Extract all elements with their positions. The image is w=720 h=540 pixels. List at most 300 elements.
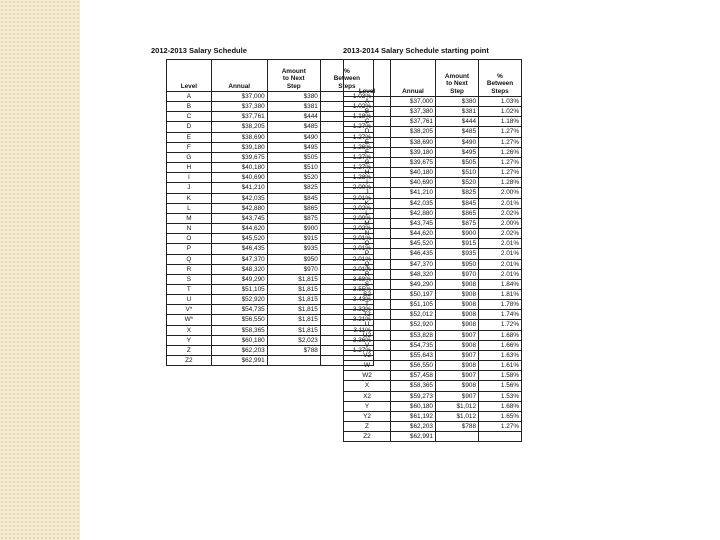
cell-amount-to-next-step: $1,815: [267, 315, 320, 325]
cell-percent-between-steps: 2.02%: [479, 229, 522, 239]
table-row: [344, 330, 522, 340]
cell-annual: $37,761: [211, 112, 267, 122]
cell-amount-to-next-step: $915: [436, 239, 479, 249]
cell-level: I: [167, 173, 212, 183]
cell-annual: $40,180: [211, 163, 267, 173]
cell-percent-between-steps: 3.68%: [320, 274, 373, 284]
cell-amount-to-next-step: $845: [436, 198, 479, 208]
table-row: [344, 208, 522, 218]
cell-percent-between-steps: 1.18%: [320, 112, 373, 122]
cell-annual: $39,675: [211, 152, 267, 162]
cell-level: X: [344, 381, 391, 391]
cell-level: D: [344, 127, 391, 137]
cell-percent-between-steps: 1.27%: [320, 122, 373, 132]
cell-level: Z: [344, 422, 391, 432]
cell-level: H: [167, 163, 212, 173]
cell-level: V*: [167, 305, 212, 315]
header-annual: Annual: [211, 60, 267, 92]
cell-annual: $56,550: [211, 315, 267, 325]
cell-annual: $59,273: [391, 391, 436, 401]
table-row: [344, 218, 522, 228]
cell-percent-between-steps: 1.56%: [479, 381, 522, 391]
schedule-title-2013-2014: 2013-2014 Salary Schedule starting point: [343, 46, 489, 55]
cell-level: Y2: [344, 411, 391, 421]
table-row: [344, 401, 522, 411]
table-row: [344, 432, 522, 442]
cell-annual: $58,365: [391, 381, 436, 391]
cell-annual: $46,435: [211, 244, 267, 254]
cell-percent-between-steps: 1.78%: [479, 300, 522, 310]
cell-annual: $46,435: [391, 249, 436, 259]
cell-amount-to-next-step: $510: [267, 163, 320, 173]
cell-annual: $43,745: [211, 213, 267, 223]
salary-schedule-2013-2014-table: [343, 59, 522, 442]
cell-annual: $37,000: [391, 97, 436, 107]
table-row: [344, 320, 522, 330]
cell-level: I: [344, 178, 391, 188]
cell-percent-between-steps: 1.68%: [479, 401, 522, 411]
cell-amount-to-next-step: $865: [267, 203, 320, 213]
cell-annual: $41,210: [391, 188, 436, 198]
cell-amount-to-next-step: $1,815: [267, 305, 320, 315]
table-row: [344, 300, 522, 310]
cell-level: K: [344, 198, 391, 208]
cell-percent-between-steps: 1.27%: [479, 137, 522, 147]
cell-percent-between-steps: 2.01%: [320, 193, 373, 203]
cell-percent-between-steps: 1.74%: [479, 310, 522, 320]
cell-level: B: [167, 102, 212, 112]
cell-amount-to-next-step: $495: [436, 147, 479, 157]
cell-percent-between-steps: 1.27%: [320, 132, 373, 142]
cell-annual: $44,620: [391, 229, 436, 239]
cell-level: U2: [344, 330, 391, 340]
cell-amount-to-next-step: $915: [267, 234, 320, 244]
cell-level: N: [167, 224, 212, 234]
header-pct-line-3: Steps: [491, 87, 509, 95]
cell-annual: $52,012: [391, 310, 436, 320]
cell-annual: $48,320: [211, 264, 267, 274]
cell-level: O: [167, 234, 212, 244]
cell-percent-between-steps: 1.28%: [320, 173, 373, 183]
cell-level: O: [344, 239, 391, 249]
cell-annual: $41,210: [211, 183, 267, 193]
cell-amount-to-next-step: $510: [436, 168, 479, 178]
cell-amount-to-next-step: $505: [267, 152, 320, 162]
table-row: [344, 229, 522, 239]
cell-level: T: [167, 284, 212, 294]
cell-level: N: [344, 229, 391, 239]
table-row: [344, 340, 522, 350]
cell-level: X2: [344, 391, 391, 401]
cell-annual: $37,380: [391, 107, 436, 117]
cell-percent-between-steps: 2.01%: [479, 249, 522, 259]
header-pct-line-3: Steps: [338, 82, 356, 90]
cell-percent-between-steps: 2.00%: [479, 188, 522, 198]
header-level: Level: [344, 60, 391, 97]
cell-level: J: [344, 188, 391, 198]
cell-annual: $40,690: [391, 178, 436, 188]
cell-annual: $52,920: [211, 295, 267, 305]
cell-annual: $38,205: [211, 122, 267, 132]
cell-level: V: [344, 340, 391, 350]
cell-annual: $48,320: [391, 269, 436, 279]
cell-level: J: [167, 183, 212, 193]
cell-percent-between-steps: 1.27%: [479, 422, 522, 432]
table-row: [344, 137, 522, 147]
cell-level: G: [167, 152, 212, 162]
table-row: [344, 381, 522, 391]
cell-percent-between-steps: 2.00%: [479, 218, 522, 228]
cell-amount-to-next-step: $935: [267, 244, 320, 254]
cell-percent-between-steps: 3.21%: [320, 315, 373, 325]
table-row: [344, 422, 522, 432]
cell-level: A: [344, 97, 391, 107]
cell-amount-to-next-step: $505: [436, 157, 479, 167]
cell-percent-between-steps: 1.03%: [479, 97, 522, 107]
cell-percent-between-steps: 1.02%: [320, 102, 373, 112]
header-annual: Annual: [391, 60, 436, 97]
table-row: [344, 107, 522, 117]
cell-percent-between-steps: 1.61%: [479, 361, 522, 371]
cell-level: S: [167, 274, 212, 284]
header-pct-line-2: Between: [486, 80, 514, 88]
header-level: Level: [167, 60, 212, 92]
cell-amount-to-next-step: $950: [267, 254, 320, 264]
table-row: [344, 279, 522, 289]
cell-amount-to-next-step: $1,815: [267, 325, 320, 335]
table-row: [344, 198, 522, 208]
cell-annual: $62,203: [391, 422, 436, 432]
cell-annual: $53,828: [391, 330, 436, 340]
table-row: [344, 361, 522, 371]
cell-annual: $47,370: [391, 259, 436, 269]
cell-amount-to-next-step: $875: [267, 213, 320, 223]
cell-annual: $61,192: [391, 411, 436, 421]
cell-amount-to-next-step: [436, 432, 479, 442]
cell-amount-to-next-step: $900: [267, 224, 320, 234]
cell-annual: $42,035: [211, 193, 267, 203]
cell-amount-to-next-step: $970: [436, 269, 479, 279]
table-row: [344, 157, 522, 167]
cell-annual: $54,735: [391, 340, 436, 350]
cell-percent-between-steps: 1.68%: [479, 330, 522, 340]
cell-amount-to-next-step: $970: [267, 264, 320, 274]
cell-amount-to-next-step: $520: [436, 178, 479, 188]
cell-annual: $52,920: [391, 320, 436, 330]
cell-percent-between-steps: 2.01%: [479, 259, 522, 269]
cell-percent-between-steps: 2.02%: [479, 208, 522, 218]
cell-level: T2: [344, 310, 391, 320]
cell-annual: $40,690: [211, 173, 267, 183]
header-pct-line-1: %: [497, 72, 503, 80]
cell-amount-to-next-step: $490: [267, 132, 320, 142]
cell-level: D: [167, 122, 212, 132]
cell-amount-to-next-step: $908: [436, 310, 479, 320]
cell-annual: $43,745: [391, 218, 436, 228]
table-row: [344, 289, 522, 299]
cell-amount-to-next-step: $908: [436, 320, 479, 330]
table-row: [344, 239, 522, 249]
cell-amount-to-next-step: $908: [436, 289, 479, 299]
table-row: [344, 269, 522, 279]
cell-level: C: [167, 112, 212, 122]
cell-percent-between-steps: 2.01%: [320, 234, 373, 244]
header-amount-to-next-step: [267, 60, 320, 92]
cell-level: Q: [344, 259, 391, 269]
cell-percent-between-steps: 1.27%: [479, 168, 522, 178]
cell-annual: $37,000: [211, 92, 267, 102]
cell-annual: $50,197: [391, 289, 436, 299]
cell-percent-between-steps: 1.26%: [479, 147, 522, 157]
cell-percent-between-steps: 1.58%: [479, 371, 522, 381]
cell-annual: $49,290: [391, 279, 436, 289]
cell-amount-to-next-step: $900: [436, 229, 479, 239]
cell-level: L: [344, 208, 391, 218]
cell-level: Z2: [167, 356, 212, 366]
table-row: [344, 127, 522, 137]
cell-level: X: [167, 325, 212, 335]
cell-level: B: [344, 107, 391, 117]
cell-amount-to-next-step: $490: [436, 137, 479, 147]
cell-percent-between-steps: 2.00%: [320, 213, 373, 223]
cell-percent-between-steps: 2.01%: [320, 244, 373, 254]
table-row: [344, 188, 522, 198]
cell-annual: $56,550: [391, 361, 436, 371]
cell-level: U: [344, 320, 391, 330]
cell-percent-between-steps: 2.02%: [320, 203, 373, 213]
cell-amount-to-next-step: $1,815: [267, 295, 320, 305]
cell-amount-to-next-step: $1,012: [436, 401, 479, 411]
cell-level: Q: [167, 254, 212, 264]
cell-percent-between-steps: 1.63%: [479, 350, 522, 360]
cell-level: Y: [167, 335, 212, 345]
cell-annual: $39,180: [391, 147, 436, 157]
cell-level: G: [344, 157, 391, 167]
cell-level: A: [167, 92, 212, 102]
decorative-margin-strip: [0, 0, 80, 540]
cell-percent-between-steps: 2.01%: [479, 269, 522, 279]
cell-level: L: [167, 203, 212, 213]
cell-amount-to-next-step: $2,023: [267, 335, 320, 345]
cell-level: T: [344, 300, 391, 310]
cell-level: C: [344, 117, 391, 127]
cell-amount-to-next-step: $907: [436, 350, 479, 360]
cell-amount-to-next-step: $825: [436, 188, 479, 198]
table-row: [344, 97, 522, 107]
cell-amount-to-next-step: $875: [436, 218, 479, 228]
cell-annual: $42,880: [391, 208, 436, 218]
cell-percent-between-steps: 1.26%: [320, 142, 373, 152]
cell-annual: $55,643: [391, 350, 436, 360]
cell-amount-to-next-step: $865: [436, 208, 479, 218]
table-row: [344, 249, 522, 259]
cell-percent-between-steps: 2.00%: [320, 183, 373, 193]
cell-amount-to-next-step: $1,815: [267, 274, 320, 284]
header-amount-to-next-step: [436, 60, 479, 97]
header-pct-line-2: Between: [333, 75, 361, 83]
cell-amount-to-next-step: $950: [436, 259, 479, 269]
header-amount-line-2: to Next: [446, 80, 468, 88]
cell-amount-to-next-step: $908: [436, 381, 479, 391]
cell-amount-to-next-step: $1,815: [267, 284, 320, 294]
cell-amount-to-next-step: $907: [436, 391, 479, 401]
cell-percent-between-steps: 1.81%: [479, 289, 522, 299]
cell-annual: $57,458: [391, 371, 436, 381]
cell-percent-between-steps: 1.27%: [320, 152, 373, 162]
header-percent-between-steps: [479, 60, 522, 97]
cell-annual: $38,690: [391, 137, 436, 147]
cell-level: Z: [167, 345, 212, 355]
cell-amount-to-next-step: $908: [436, 361, 479, 371]
cell-amount-to-next-step: $908: [436, 340, 479, 350]
table-row: [344, 411, 522, 421]
schedule-title-2012-2013: 2012-2013 Salary Schedule: [151, 46, 247, 55]
table-row: [344, 310, 522, 320]
cell-amount-to-next-step: $1,012: [436, 411, 479, 421]
cell-amount-to-next-step: $380: [267, 92, 320, 102]
cell-percent-between-steps: 2.02%: [320, 224, 373, 234]
cell-percent-between-steps: 1.65%: [479, 411, 522, 421]
cell-annual: $39,180: [211, 142, 267, 152]
cell-level: Z2: [344, 432, 391, 442]
cell-percent-between-steps: 1.27%: [479, 127, 522, 137]
cell-percent-between-steps: 1.53%: [479, 391, 522, 401]
cell-annual: $37,380: [211, 102, 267, 112]
cell-amount-to-next-step: $485: [267, 122, 320, 132]
cell-percent-between-steps: 1.27%: [320, 345, 373, 355]
table-row: [344, 350, 522, 360]
header-amount-line-2: to Next: [282, 75, 305, 83]
cell-amount-to-next-step: $845: [267, 193, 320, 203]
table-row: [344, 147, 522, 157]
cell-amount-to-next-step: [267, 356, 320, 366]
cell-level: U: [167, 295, 212, 305]
table-row: [344, 371, 522, 381]
cell-annual: $47,370: [211, 254, 267, 264]
cell-annual: $38,690: [211, 132, 267, 142]
cell-annual: $62,203: [211, 345, 267, 355]
cell-annual: $51,105: [391, 300, 436, 310]
cell-level: V2: [344, 350, 391, 360]
cell-amount-to-next-step: $788: [267, 345, 320, 355]
cell-percent-between-steps: 1.66%: [479, 340, 522, 350]
cell-annual: $44,620: [211, 224, 267, 234]
cell-annual: $45,520: [391, 239, 436, 249]
table-body: [344, 97, 522, 442]
cell-level: E: [344, 137, 391, 147]
cell-amount-to-next-step: $935: [436, 249, 479, 259]
cell-annual: $49,290: [211, 274, 267, 284]
table-row: [344, 259, 522, 269]
cell-percent-between-steps: 1.72%: [479, 320, 522, 330]
cell-annual: $38,205: [391, 127, 436, 137]
cell-level: E: [167, 132, 212, 142]
header-amount-line-1: Amount: [444, 72, 470, 80]
cell-percent-between-steps: 1.03%: [320, 92, 373, 102]
cell-annual: $37,761: [391, 117, 436, 127]
cell-percent-between-steps: 2.01%: [320, 254, 373, 264]
cell-percent-between-steps: 1.27%: [479, 157, 522, 167]
cell-percent-between-steps: 2.01%: [479, 198, 522, 208]
cell-annual: $60,180: [211, 335, 267, 345]
cell-level: W2: [344, 371, 391, 381]
cell-percent-between-steps: 3.55%: [320, 284, 373, 294]
cell-amount-to-next-step: $485: [436, 127, 479, 137]
cell-percent-between-steps: [479, 432, 522, 442]
header-amount-line-3: Step: [450, 87, 464, 95]
cell-amount-to-next-step: $788: [436, 422, 479, 432]
cell-percent-between-steps: 2.01%: [320, 264, 373, 274]
cell-annual: $39,675: [391, 157, 436, 167]
cell-amount-to-next-step: $907: [436, 330, 479, 340]
cell-percent-between-steps: 3.43%: [320, 295, 373, 305]
cell-percent-between-steps: 3.32%: [320, 305, 373, 315]
cell-level: M: [167, 213, 212, 223]
cell-amount-to-next-step: $908: [436, 300, 479, 310]
cell-level: H: [344, 168, 391, 178]
cell-amount-to-next-step: $495: [267, 142, 320, 152]
cell-level: S2: [344, 289, 391, 299]
cell-level: S: [344, 279, 391, 289]
header-amount-line-1: Amount: [281, 67, 306, 75]
cell-percent-between-steps: 3.11%: [320, 325, 373, 335]
cell-level: R: [344, 269, 391, 279]
cell-annual: $45,520: [211, 234, 267, 244]
cell-annual: $62,991: [211, 356, 267, 366]
header-row: [344, 60, 522, 97]
cell-amount-to-next-step: $381: [267, 102, 320, 112]
cell-percent-between-steps: 2.01%: [479, 239, 522, 249]
cell-amount-to-next-step: $825: [267, 183, 320, 193]
cell-annual: $62,991: [391, 432, 436, 442]
cell-level: P: [344, 249, 391, 259]
cell-percent-between-steps: 1.84%: [479, 279, 522, 289]
cell-level: Y: [344, 401, 391, 411]
cell-level: R: [167, 264, 212, 274]
cell-percent-between-steps: 3.36%: [320, 335, 373, 345]
cell-level: W*: [167, 315, 212, 325]
table-row: [344, 117, 522, 127]
table-row: [344, 391, 522, 401]
header-amount-line-3: Step: [286, 82, 301, 90]
cell-amount-to-next-step: $444: [267, 112, 320, 122]
cell-amount-to-next-step: $520: [267, 173, 320, 183]
cell-level: K: [167, 193, 212, 203]
cell-level: P: [167, 244, 212, 254]
cell-percent-between-steps: 1.27%: [320, 163, 373, 173]
cell-percent-between-steps: 1.02%: [479, 107, 522, 117]
cell-level: M: [344, 218, 391, 228]
cell-amount-to-next-step: $380: [436, 97, 479, 107]
cell-annual: $42,035: [391, 198, 436, 208]
cell-level: F: [344, 147, 391, 157]
table-row: [344, 178, 522, 188]
cell-amount-to-next-step: $381: [436, 107, 479, 117]
cell-annual: $58,365: [211, 325, 267, 335]
cell-annual: $60,180: [391, 401, 436, 411]
cell-percent-between-steps: 1.28%: [479, 178, 522, 188]
cell-level: W: [344, 361, 391, 371]
table-row: [344, 168, 522, 178]
cell-amount-to-next-step: $907: [436, 371, 479, 381]
cell-level: F: [167, 142, 212, 152]
cell-amount-to-next-step: $908: [436, 279, 479, 289]
cell-annual: $51,105: [211, 284, 267, 294]
cell-annual: $40,180: [391, 168, 436, 178]
cell-annual: $42,880: [211, 203, 267, 213]
cell-annual: $54,735: [211, 305, 267, 315]
cell-percent-between-steps: 1.18%: [479, 117, 522, 127]
